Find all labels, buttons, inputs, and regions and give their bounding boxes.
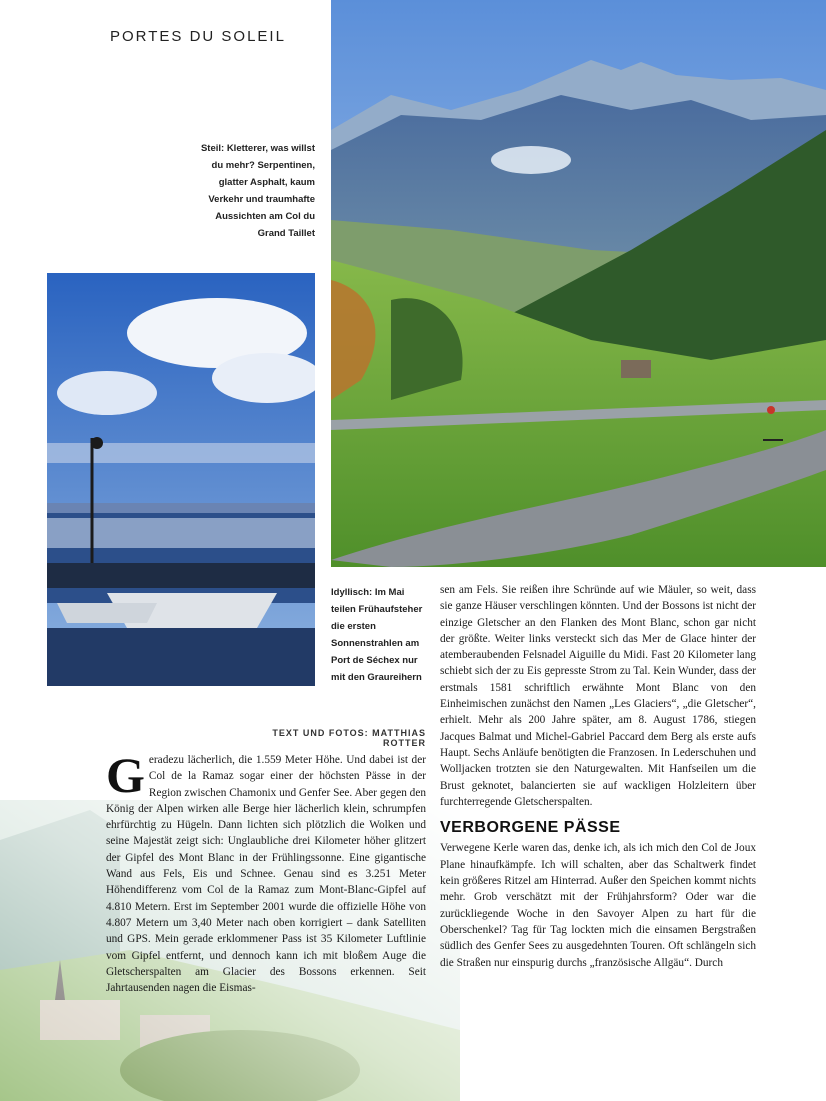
lake-harbor-photo (47, 273, 315, 686)
article-paragraph: sen am Fels. Sie reißen ihre Schründe auf wie Mäuler, so weit, dass sie ganze Häuser verschlingen könnten. Und der Bossons ist nicht der einzige Gletscher an den Flanken des Mont Blanc, schon gar nicht der größte. Weiter links versteckt sich das Mer de Glace hinter der atemberaubenden Felsnadel Aiguille du Midi. Fast 20 Kilometer lang schiebt sich der zu Eis gepresste Strom zu Tal. Kein Wunder, dass der erstmals 1581 schriftlich erwähnte Mont Blanc von den Einheimischen zunächst den Namen „Les Glaciers“, „die Gletscher“, erhielt. Mehr als 200 Jahre später, am 8. August 1786, stiegen Jacques Balmat und Michel-Gabriel Paccard dem Berg als erste aufs Haupt. Sechs Anläufe benötigten die Franzosen. In Lederschuhen und Wolljacken trotzten sie den Naturgewalten. Mit Hanfseilen um die Brust geknotet, balancierten sie auf wackligen Holzleitern über furchterregende Gletscherspalten. (440, 584, 756, 808)
photo-caption-top: Steil: Kletterer, was willst du mehr? Serpentinen, glatter Asphalt, kaum Verkehr und traumhafte Aussichten am Col du Grand Taillet (200, 143, 315, 239)
section-label: PORTES DU SOLEIL (110, 28, 286, 45)
drop-cap: G (106, 747, 145, 803)
photo-caption-middle: Idyllisch: Im Mai teilen Frühaufsteher die ersten Sonnenstrahlen am Port de Séchex nur mit den Graureihern (331, 587, 423, 683)
mountain-road-photo (331, 0, 826, 567)
article-paragraph: Verwegene Kerle waren das, denke ich, als ich mich den Col de Joux Plane hinaufkämpfe. Ich will schalten, aber das Schaltwerk findet kein größeres Ritzel am Hinterrad. Außer den Speichen kommt nichts mehr. Grob verschätzt mit der Frühjahrsform? Oder war die zurückliegende Woche in den Savoyer Alpen zu hart für die Oberschenkel? Tag für Tag lockten mich die einsamen Bergstraßen südlich des Genfer Sees zu ausgedehnten Touren. Oft schlängeln sich die Straßen nur einspurig durchs „französische Allgäu“. Durch (440, 842, 756, 969)
article-paragraph: eradezu lächerlich, die 1.559 Meter Höhe. Und dabei ist der Col de la Ramaz sogar einer der höchsten Pässe in der Region zwischen Chamonix und Genfer See. Aber gegen den König der Alpen wirken alle Berge hier lächerlich klein, schrumpfen ehrfürchtig zu Hügeln. Dann lichten sich plötzlich die Wolken und seine Majestät zeigt sich: Unglaubliche drei Kilometer höher glitzert der Gipfel des Mont Blanc in der Frühlingssonne. Eine gigantische Wand aus Fels, Eis und Schnee. Genau sind es 3.251 Meter Höhendifferenz vom Col de la Ramaz zum Mont-Blanc-Gipfel auf 4.810 Metern. Erst im September 2001 wurde die offizielle Höhe von 4.807 Metern um 3,40 Meter nach oben korrigiert – dank Satelliten und GPS. Mein gerade erklommener Pass ist 35 Kilometer Luftlinie vom Gipfel entfernt, und dennoch kann ich mit bloßem Auge die Gletscherspalten am Glacier des Bossons erkennen. Seit Jahrtausenden nagen die Eismas- (106, 754, 426, 995)
article-subheading: VERBORGENE PÄSSE (440, 819, 621, 837)
article-column-right (440, 582, 756, 971)
article-column-left (106, 747, 426, 996)
photo-credit: TEXT UND FOTOS: MATTHIAS ROTTER (272, 728, 426, 748)
